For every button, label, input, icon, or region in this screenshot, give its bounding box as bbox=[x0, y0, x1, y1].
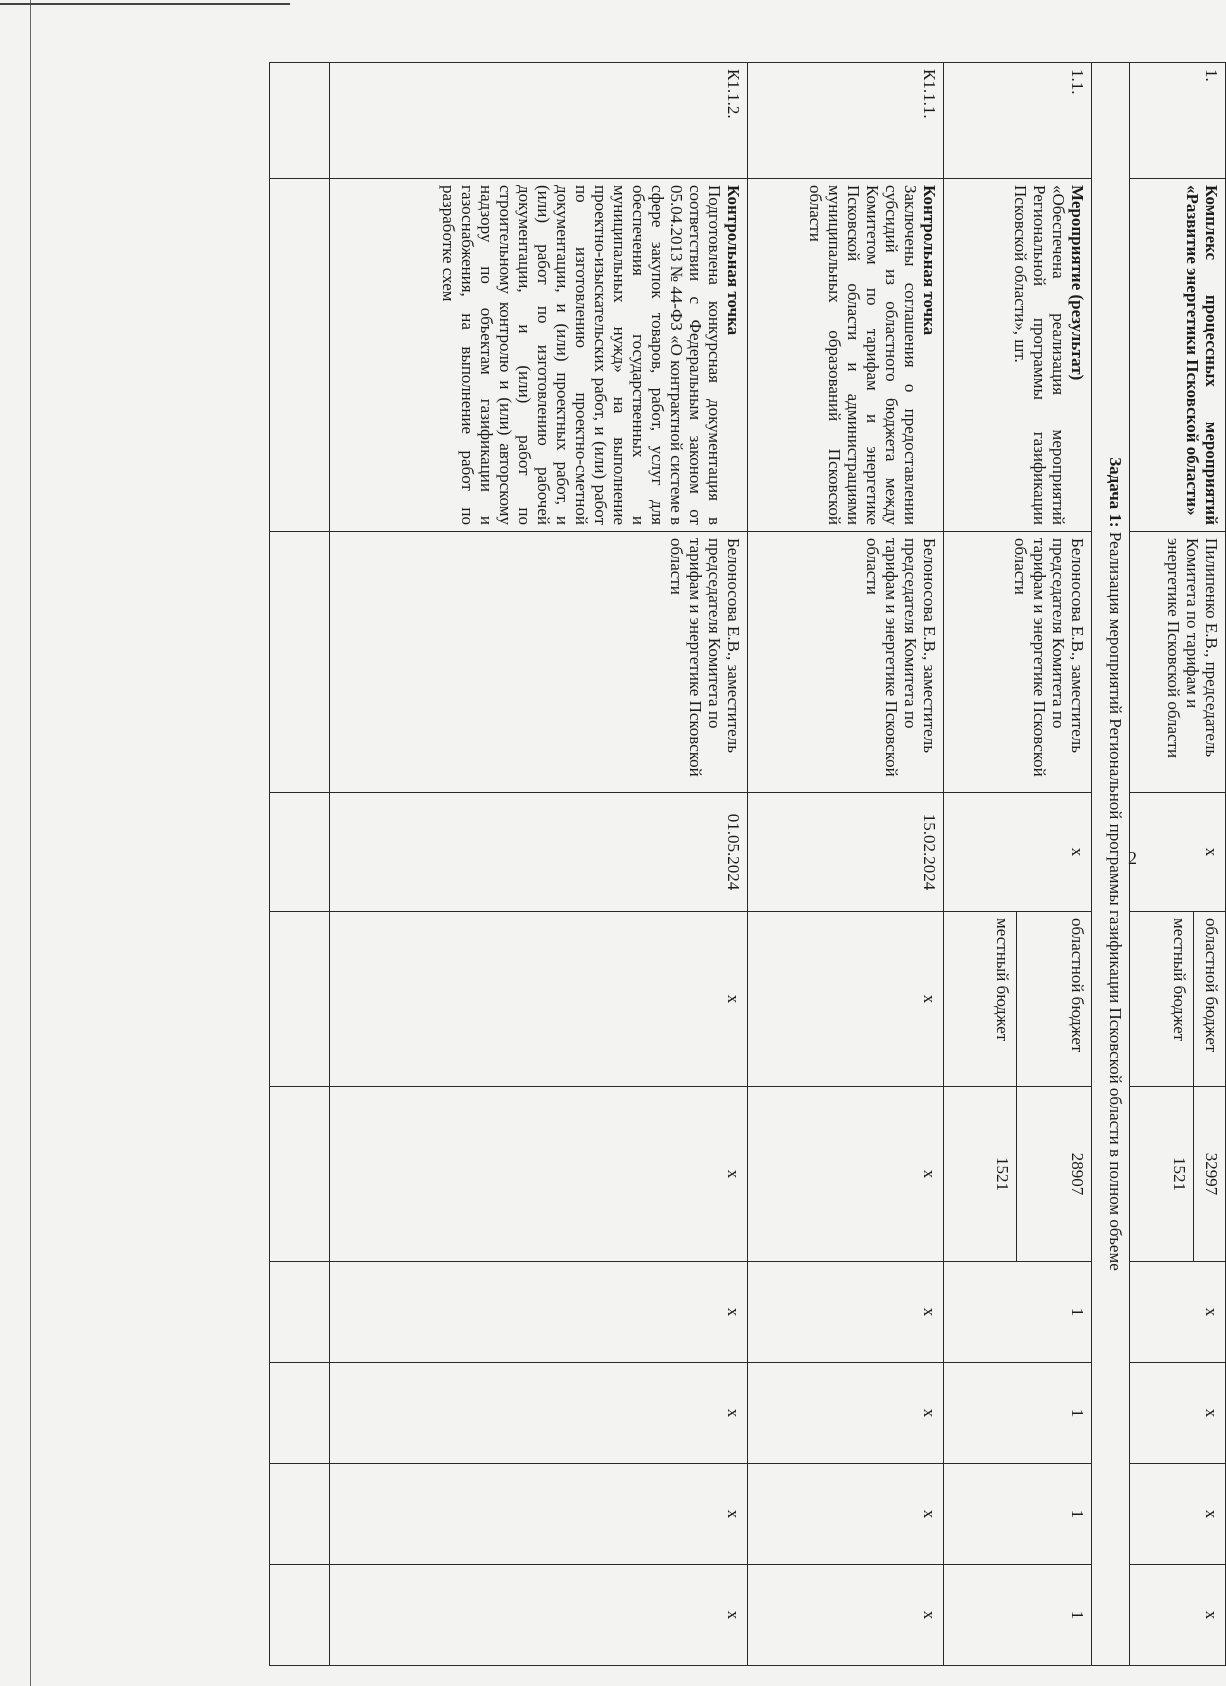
row-number: К1.1.1. bbox=[748, 63, 944, 179]
empty-cell bbox=[270, 1464, 330, 1565]
empty-cell bbox=[270, 793, 330, 912]
row-amounts bbox=[1130, 1087, 1226, 1262]
row-responsible: Пилипенко Е.В., председатель Комитета по тарифам и энергетике Псковской области bbox=[1130, 532, 1226, 793]
page-number: 2 bbox=[1128, 848, 1137, 868]
amount-item: 1521 bbox=[1170, 1087, 1194, 1261]
empty-cell bbox=[270, 179, 330, 532]
row-sources bbox=[1130, 912, 1226, 1087]
row-value-2: х bbox=[1130, 1363, 1226, 1464]
row-value-4: 1 bbox=[944, 1565, 1092, 1666]
table-row bbox=[1130, 63, 1226, 1666]
row-date: х bbox=[944, 793, 1092, 912]
row-name-text: Заключены соглашения о предоставлении субсидий из областного бюджета между Комитетом по тарифам и энергетике Псковской области и администрациями муниципальных образований Псковской области bbox=[806, 185, 920, 525]
sheet-edge bbox=[30, 0, 31, 1686]
row-number: 1. bbox=[1130, 63, 1226, 179]
row-name bbox=[748, 179, 944, 532]
row-value-2: х bbox=[748, 1363, 944, 1464]
source-item: местный бюджет bbox=[993, 912, 1017, 1086]
empty-cell bbox=[270, 63, 330, 179]
row-value-3: х bbox=[330, 1464, 748, 1565]
row-value-4: х bbox=[330, 1565, 748, 1666]
row-value-3: х bbox=[1130, 1464, 1226, 1565]
task-text: Реализация мероприятий Региональной программы газификации Псковской области в полном объеме bbox=[1106, 527, 1125, 1271]
row-name-text: Подготовлена конкурсная документация в соответствии с Федеральным законом от 05.04.2013 № 44-ФЗ «О контрактной системе в сфере закупок товаров, работ, услуг для обеспечения государственных и муниципальных нужд» на выполнение проектно-изыскательских работ, и (или) работ по изготовлению проектно-сметной документации, и (или) проектных работ, и (или) работ по изготовлению рабочей документации, и (или) работ по строительному контролю и (или) авторскому надзору по объектам газификации и газоснабжения, на выполнение работ по разработке схем bbox=[439, 185, 724, 525]
amount-item: 1521 bbox=[993, 1087, 1017, 1261]
task-cell bbox=[1092, 63, 1130, 1666]
row-number: 1.1. bbox=[944, 63, 1092, 179]
source-item: местный бюджет bbox=[1170, 912, 1194, 1086]
amount-item: 28907 bbox=[1068, 1152, 1087, 1196]
row-number: К1.1.2. bbox=[330, 63, 748, 179]
source-item: областной бюджет bbox=[1202, 918, 1221, 1053]
row-name bbox=[1130, 179, 1226, 532]
empty-cell bbox=[270, 1565, 330, 1666]
table-row bbox=[330, 63, 748, 1666]
empty-cell bbox=[270, 1087, 330, 1262]
row-name-bold: Контрольная точка bbox=[920, 185, 939, 336]
row-value-3: х bbox=[748, 1464, 944, 1565]
row-value-3: 1 bbox=[944, 1464, 1092, 1565]
rotated-table-area bbox=[130, 62, 1226, 1662]
row-name-text: «Обеспечена реализация мероприятий Региональной программы газификации Псковской области», шт. bbox=[1011, 185, 1068, 525]
amount-item: 32997 bbox=[1202, 1152, 1221, 1196]
row-responsible: Белоносова Е.В., заместитель председателя Комитета по тарифам и энергетике Псковской области bbox=[944, 532, 1092, 793]
task-label: Задача 1: bbox=[1106, 457, 1125, 528]
document-page bbox=[130, 62, 1226, 1662]
row-amounts bbox=[944, 1087, 1092, 1262]
row-amounts: х bbox=[330, 1087, 748, 1262]
row-value-1: х bbox=[1130, 1262, 1226, 1363]
empty-cell bbox=[270, 1363, 330, 1464]
row-name-bold: Комплекс процессных мероприятий «Развитие энергетики Псковской области» bbox=[1183, 185, 1221, 525]
empty-cell bbox=[270, 912, 330, 1087]
row-name bbox=[944, 179, 1092, 532]
row-value-1: 1 bbox=[944, 1262, 1092, 1363]
plan-table bbox=[269, 62, 1226, 1666]
row-responsible: Белоносова Е.В., заместитель председателя Комитета по тарифам и энергетике Псковской области bbox=[330, 532, 748, 793]
row-value-4: х bbox=[748, 1565, 944, 1666]
row-value-2: х bbox=[330, 1363, 748, 1464]
row-value-4: х bbox=[1130, 1565, 1226, 1666]
row-responsible: Белоносова Е.В., заместитель председателя Комитета по тарифам и энергетике Псковской области bbox=[748, 532, 944, 793]
empty-cell bbox=[270, 532, 330, 793]
row-date: 01.05.2024 bbox=[330, 793, 748, 912]
row-sources: х bbox=[748, 912, 944, 1087]
table-row-continuation bbox=[270, 63, 330, 1666]
source-item: областной бюджет bbox=[1068, 918, 1087, 1053]
row-sources: х bbox=[330, 912, 748, 1087]
row-sources bbox=[944, 912, 1092, 1087]
row-value-2: 1 bbox=[944, 1363, 1092, 1464]
table-row bbox=[944, 63, 1092, 1666]
row-date: х bbox=[1130, 793, 1226, 912]
sheet-edge-top bbox=[0, 3, 290, 5]
row-name-bold: Мероприятие (результат) bbox=[1068, 185, 1087, 381]
empty-cell bbox=[270, 1262, 330, 1363]
row-amounts: х bbox=[748, 1087, 944, 1262]
table-row bbox=[748, 63, 944, 1666]
row-value-1: х bbox=[330, 1262, 748, 1363]
task-row bbox=[1092, 63, 1130, 1666]
row-date: 15.02.2024 bbox=[748, 793, 944, 912]
row-name-bold: Контрольная точка bbox=[724, 185, 743, 336]
row-value-1: х bbox=[748, 1262, 944, 1363]
row-name bbox=[330, 179, 748, 532]
